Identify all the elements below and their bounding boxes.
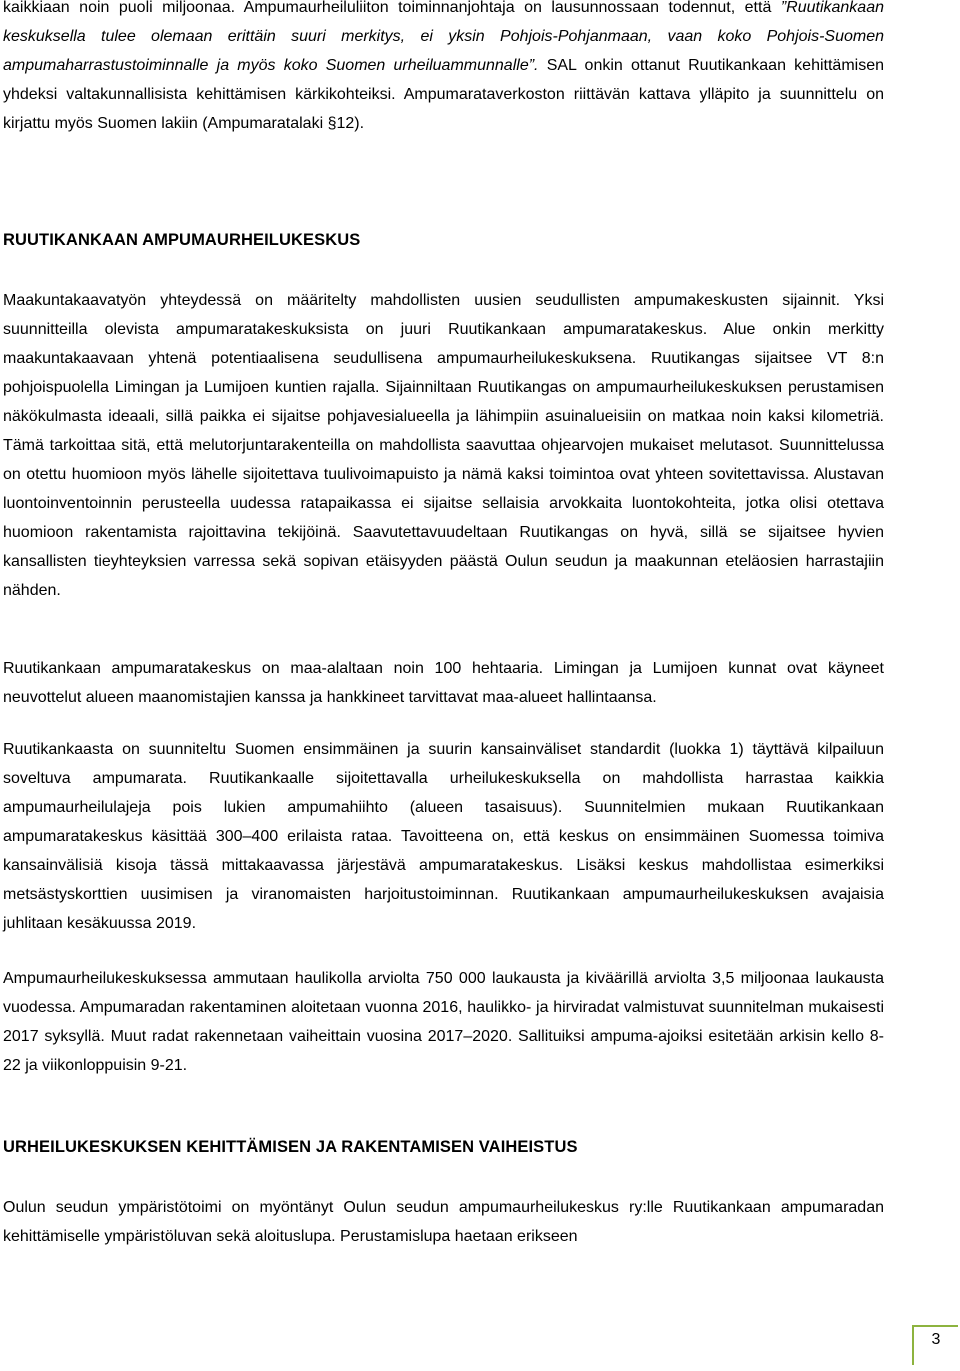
intro-paragraph [3, 0, 884, 138]
body-paragraph: Ampumaurheilukeskuksessa ammutaan haulikolla arviolta 750 000 laukausta ja kiväärillä arviolta 3,5 miljoonaa laukausta vuodessa. Ampumaradan rakentaminen aloitetaan vuonna 2016, haulikko- ja hirviradat valmistuvat suunnitelman mukaisesti 2017 syksyllä. Muut radat rakennetaan vaiheittain vuosina 2017–2020. Sallituiksi ampuma-ajoiksi esitetään arkisin kello 8-22 ja viikonloppuisin 9-21. [3, 970, 884, 1074]
page-number-box [912, 1325, 958, 1365]
intro-quote: ”Ruutikankaan keskuksella tulee olemaan erittäin suuri merkitys, ei yksin Pohjois-Pohjanmaan, vaan koko Pohjois-Suomen ampumaharrastustoiminnalle ja myös koko Suomen urheiluammunnalle”. [3, 0, 884, 74]
page-number: 3 [931, 1331, 941, 1348]
section-heading-ampumaurheilukeskus: RUUTIKANKAAN AMPUMAURHEILUKESKUS [3, 231, 361, 249]
body-paragraph: Oulun seudun ympäristötoimi on myöntänyt Oulun seudun ampumaurheilukeskus ry:lle Ruutikankaan ampumaradan kehittämiselle ympäristöluvan sekä aloituslupa. Perustamislupa haetaan erikseen [3, 1199, 884, 1245]
intro-text: kaikkiaan noin puoli miljoonaa. Ampumaurheiluliiton toiminnanjohtaja on lausunnossaan todennut, että [3, 0, 772, 16]
body-paragraph: Ruutikankaan ampumaratakeskus on maa-alaltaan noin 100 hehtaaria. Limingan ja Lumijoen kunnat ovat käyneet neuvottelut alueen maanomistajien kanssa ja hankkineet tarvittavat maa-alueet hallintaansa. [3, 660, 884, 706]
body-paragraph: Maakuntakaavatyön yhteydessä on määritelty mahdollisten uusien seudullisten ampumakeskusten sijainnit. Yksi suunnitteilla olevista ampumaratakeskuksista on juuri Ruutikankaan ampumaratakeskus. Alue onkin merkitty maakuntakaavaan yhtenä potentiaalisena seudullisena ampumaurheilukeskuksena. Ruutikangas sijaitsee VT 8:n pohjoispuolella Limingan ja Lumijoen kuntien rajalla. Sijainniltaan Ruutikangas on ampumaurheilukeskuksen perustamisen näkökulmasta ideaali, sillä paikka ei sijaitse pohjavesialueella ja lähimpiin asuinalueisiin on matkaa noin kaksi kilometriä. Tämä tarkoittaa sitä, että melutorjuntarakenteilla on mahdollista saavuttaa ohjearvojen mukaiset melutasot. Suunnittelussa on otettu huomioon myös lähelle sijoitettava tuulivoimapuisto ja nämä kaksi toimintoa ovat yhteen sovitettavissa. Alustavan luontoinventoinnin perusteella uudessa ratapaikassa ei sijaitse sellaisia arvokkaita luontokohteita, jotka olisi otettava huomioon rakentamista rajoittavina tekijöinä. Saavutettavuudeltaan Ruutikangas on hyvä, sillä se sijaitsee hyvien kansallisten tieyhteyksien varressa sekä sopivan etäisyyden päästä Oulun seudun ja maakunnan eteläosien harrastajiin nähden. [3, 292, 884, 599]
body-paragraph: Ruutikankaasta on suunniteltu Suomen ensimmäinen ja suurin kansainväliset standardit (luokka 1) täyttävä kilpailuun soveltuva ampumarata. Ruutikankaalle sijoitettavalla urheilukeskuksella on mahdollista harrastaa kaikkia ampumaurheilulajeja pois lukien ampumahiihto (alueen tasaisuus). Suunnitelmien mukaan Ruutikankaan ampumaratakeskus käsittää 300–400 erilaista rataa. Tavoitteena on, että keskus on ensimmäinen Suomessa toimiva kansainvälisiä kisoja tässä mittakaavassa järjestävä ampumaratakeskus. Lisäksi keskus mahdollistaa esimerkiksi metsästyskorttien uusimisen ja viranomaisten harjoitustoiminnan. Ruutikankaan ampumaurheilukeskuksen avajaisia juhlitaan kesäkuussa 2019. [3, 741, 884, 932]
intro-text-continued: SAL onkin ottanut Ruutikankaan kehittämisen yhdeksi valtakunnallisista kehittämisen kärkikohteiksi. Ampumarataverkoston riittävän kattava ylläpito ja suunnittelu on kirjattu myös Suomen lakiin (Ampumaratalaki §12). [3, 57, 885, 132]
section-heading-vaiheistus: URHEILUKESKUKSEN KEHITTÄMISEN JA RAKENTAMISEN VAIHEISTUS [3, 1138, 578, 1156]
